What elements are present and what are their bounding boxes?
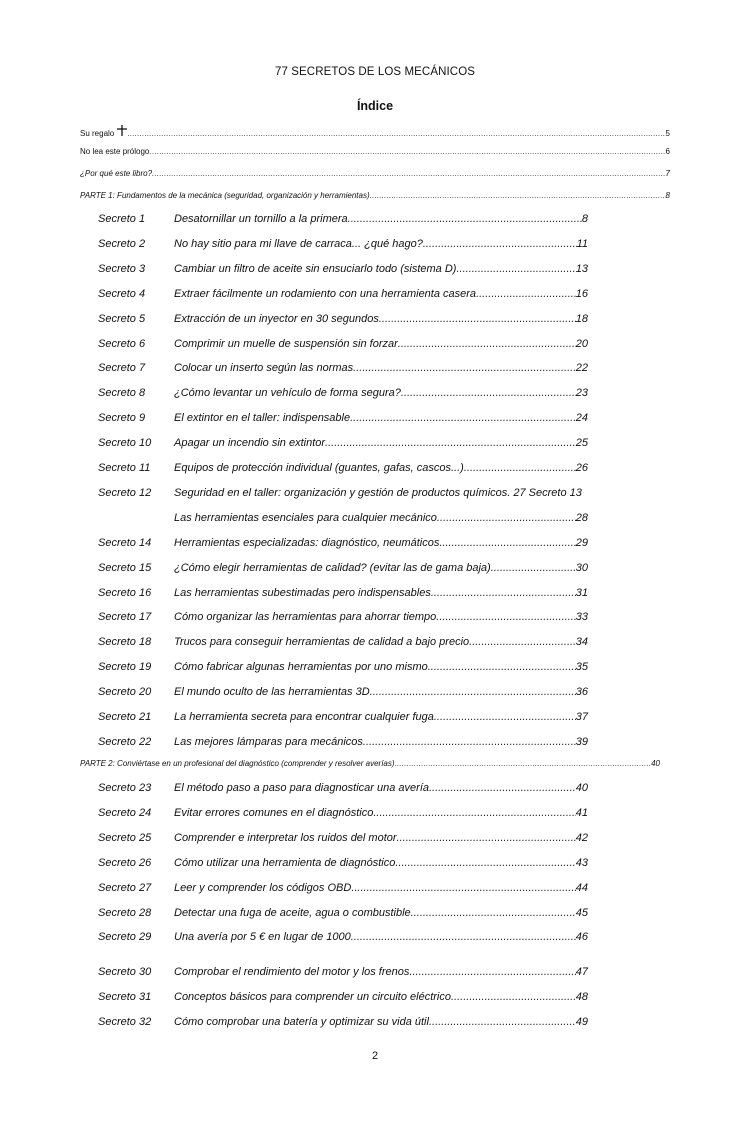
dot-leader — [429, 1016, 576, 1028]
toc-secret-row[interactable] — [98, 931, 588, 943]
toc-secret-row[interactable] — [98, 661, 588, 673]
secret-title: Evitar errores comunes en el diagnóstico — [174, 807, 374, 819]
secret-number: Secreto 32 — [98, 1016, 152, 1028]
secret-title: Cómo utilizar una herramienta de diagnóstico — [174, 857, 396, 869]
secret-page: 16 — [575, 287, 588, 300]
dot-leader — [464, 462, 576, 474]
secret-title: Extraer fácilmente un rodamiento con una herramienta casera — [174, 287, 477, 300]
toc-secret-row[interactable] — [98, 966, 588, 978]
secret-title: Desatornillar un tornillo a la primera — [174, 213, 348, 225]
secret-page: 41 — [575, 807, 588, 819]
toc-secret-row[interactable] — [98, 991, 588, 1003]
dot-leader — [149, 147, 665, 156]
dot-leader — [348, 213, 582, 225]
secret-number: Secreto 14 — [98, 536, 152, 549]
secret-number: Secreto 17 — [98, 611, 152, 624]
toc-secret-row[interactable] — [98, 907, 588, 919]
secret-title: Trucos para conseguir herramientas de calidad a bajo precio — [174, 636, 470, 649]
secret-title: Comprimir un muelle de suspensión sin forzar — [174, 337, 398, 350]
secret-title: Comprender e interpretar los ruidos del motor — [174, 832, 397, 844]
secret-page: 35 — [575, 661, 588, 674]
dot-leader — [437, 512, 576, 524]
secret-page: 48 — [575, 991, 588, 1003]
secret-number: Secreto 22 — [98, 735, 152, 748]
dot-leader — [395, 759, 652, 768]
secret-number: Secreto 20 — [98, 686, 152, 699]
toc-secret-row[interactable] — [98, 1016, 588, 1028]
secret-title: Comprobar el rendimiento del motor y los frenos. — [174, 966, 413, 978]
secret-page: 8 — [581, 213, 588, 225]
dot-leader — [476, 288, 576, 300]
toc-secret-row[interactable] — [98, 807, 588, 819]
toc-secret-row[interactable] — [98, 263, 588, 275]
secret-number: Secreto 21 — [98, 711, 152, 723]
dot-leader — [395, 857, 575, 869]
toc-secret-row[interactable] — [98, 412, 588, 424]
secret-page: 13 — [575, 262, 588, 275]
secret-page: 29 — [575, 536, 588, 549]
secret-page: 42 — [575, 832, 588, 844]
toc-entry-parte-2[interactable] — [80, 759, 660, 768]
secret-title: Cómo fabricar algunas herramientas por uno mismo — [174, 661, 428, 674]
toc-secret-row[interactable] — [98, 782, 588, 794]
dot-leader — [351, 931, 576, 943]
secret-title: Seguridad en el taller: organización y gestión de productos químicos. 27 Secreto 13 — [174, 486, 582, 499]
dot-leader — [325, 437, 576, 449]
toc-secret-row[interactable] — [98, 288, 588, 300]
secret-page: 47 — [575, 966, 588, 978]
secret-number: Secreto 4 — [98, 287, 146, 300]
secret-page: 40 — [575, 782, 588, 794]
secret-number: Secreto 24 — [98, 807, 152, 819]
dot-leader — [412, 966, 575, 978]
secret-number: Secreto 8 — [98, 387, 146, 400]
secret-page: 44 — [575, 882, 588, 894]
secret-page: 11 — [576, 237, 588, 250]
secret-page: 31 — [575, 586, 588, 599]
secret-number: Secreto 29 — [98, 931, 152, 943]
secret-number: Secreto 9 — [98, 412, 146, 425]
toc-entry-page: 8 — [665, 191, 670, 200]
toc-entry-page: 40 — [651, 759, 660, 768]
secret-page: 23 — [575, 387, 588, 400]
secret-number: Secreto 31 — [98, 991, 152, 1003]
secret-number: Secreto 28 — [98, 907, 152, 919]
secret-title: El mundo oculto de las herramientas 3D — [174, 686, 370, 699]
toc-secret-row[interactable] — [98, 562, 588, 574]
dot-leader — [127, 129, 665, 138]
dot-leader — [401, 387, 576, 399]
toc-secret-row[interactable] — [98, 882, 588, 894]
secret-number: Secreto 10 — [98, 437, 152, 450]
toc-entry-prologo[interactable] — [80, 147, 670, 156]
toc-secret-row[interactable] — [98, 437, 588, 449]
dot-leader — [456, 263, 575, 275]
dot-leader — [434, 711, 576, 723]
toc-secret-row[interactable] — [98, 512, 588, 524]
dot-leader — [363, 736, 576, 748]
secret-title: Cómo comprobar una batería y optimizar su vida útil — [174, 1016, 429, 1028]
secret-title: Colocar un inserto según las normas — [174, 362, 354, 375]
secret-number: Secreto 7 — [98, 362, 146, 375]
secret-title: La herramienta secreta para encontrar cualquier fuga — [174, 711, 434, 723]
toc-entry-label: Su regalo — [80, 129, 115, 138]
secret-title: Una avería por 5 € en lugar de 1000 — [174, 931, 351, 943]
secret-page: 22 — [575, 362, 588, 375]
toc-entry-label: PARTE 1: Fundamentos de la mecánica (seguridad, organización y herramientas) — [80, 191, 370, 200]
secret-number: Secreto 30 — [98, 966, 152, 978]
document-title: 77 SECRETOS DE LOS MECÁNICOS — [274, 66, 476, 78]
toc-secret-row[interactable] — [98, 338, 588, 350]
toc-secret-row[interactable] — [98, 487, 588, 499]
secret-title: Herramientas especializadas: diagnóstico, neumáticos — [174, 536, 440, 549]
toc-entry-label: No lea este prólogo — [80, 147, 150, 156]
secret-number: Secreto 3 — [98, 262, 146, 275]
secret-number: Secreto 25 — [98, 832, 152, 844]
secret-title: Leer y comprender los códigos OBD — [174, 882, 352, 894]
dot-leader — [379, 313, 576, 325]
toc-entry-label: ¿Por qué este libro? — [80, 169, 153, 178]
toc-secret-row[interactable] — [98, 387, 588, 399]
toc-entry-page: 6 — [665, 147, 670, 156]
secret-number: Secreto 18 — [98, 636, 152, 649]
dot-leader — [353, 362, 576, 374]
secret-page: 43 — [575, 857, 588, 869]
secret-page: 20 — [575, 337, 588, 350]
toc-entry-parte-1[interactable] — [80, 191, 670, 200]
dot-leader — [436, 611, 575, 623]
secret-number: Secreto 26 — [98, 857, 152, 869]
dot-leader — [429, 782, 576, 794]
secret-title: El extintor en el taller: indispensable — [174, 412, 351, 425]
toc-secret-row[interactable] — [98, 636, 588, 648]
secret-title: Las herramientas subestimadas pero indispensables — [174, 586, 431, 599]
secret-title: El método paso a paso para diagnosticar una avería — [174, 782, 429, 794]
toc-secret-row[interactable] — [98, 587, 588, 599]
secret-number: Secreto 23 — [98, 782, 152, 794]
dot-leader — [370, 191, 666, 200]
secret-page: 34 — [575, 636, 588, 649]
toc-secret-row[interactable] — [98, 362, 588, 374]
secret-title: Apagar un incendio sin extintor — [174, 437, 326, 450]
secret-title: Conceptos básicos para comprender un circuito eléctrico — [174, 991, 451, 1003]
secret-page: 49 — [575, 1016, 588, 1028]
toc-entry-page: 7 — [665, 169, 670, 178]
dot-leader — [350, 412, 576, 424]
toc-secret-row[interactable] — [98, 857, 588, 869]
dot-leader — [152, 169, 666, 178]
dot-leader — [439, 537, 575, 549]
secret-title: Cambiar un filtro de aceite sin ensuciarlo todo (sistema D) — [174, 262, 457, 275]
secret-title: ¿Cómo elegir herramientas de calidad? (evitar las de gama baja) — [174, 561, 491, 574]
dot-leader — [351, 882, 575, 894]
secret-number: Secreto 11 — [98, 462, 151, 474]
toc-secret-row[interactable] — [98, 686, 588, 698]
secret-page: 30 — [575, 561, 588, 574]
secret-number: Secreto 5 — [98, 312, 146, 325]
secret-title: Cómo organizar las herramientas para ahorrar tiempo — [174, 611, 437, 624]
dot-leader — [428, 661, 576, 673]
secret-page: 37 — [575, 711, 588, 723]
dot-leader — [397, 832, 576, 844]
page-number: 2 — [371, 1050, 379, 1062]
secret-number: Secreto 12 — [98, 486, 152, 499]
secret-page: 36 — [575, 686, 588, 699]
secret-number: Secreto 6 — [98, 337, 146, 350]
secret-number: Secreto 19 — [98, 661, 152, 674]
secret-title: Extracción de un inyector en 30 segundos — [174, 312, 379, 325]
index-heading: Índice — [356, 99, 394, 113]
secret-number: Secreto 27 — [98, 882, 152, 894]
toc-secret-row[interactable] — [98, 537, 588, 549]
secret-number: Secreto 16 — [98, 586, 152, 599]
dot-leader — [451, 991, 576, 1003]
toc-entry-su-regalo[interactable] — [80, 125, 670, 138]
secret-page: 28 — [575, 511, 588, 524]
toc-secret-row[interactable] — [98, 832, 588, 844]
secret-page: 25 — [575, 437, 588, 450]
toc-secret-row[interactable] — [98, 711, 588, 723]
secret-page: 46 — [575, 931, 588, 943]
toc-entry-label: PARTE 2: Conviértase en un profesional del diagnóstico (comprender y resolver averías) — [80, 759, 395, 768]
secret-number: Secreto 1 — [98, 213, 146, 225]
toc-secret-row[interactable] — [98, 313, 588, 325]
toc-secret-row[interactable] — [98, 462, 588, 474]
secret-page: 26 — [575, 462, 588, 474]
dot-leader — [411, 907, 576, 919]
toc-entry-page: 5 — [665, 129, 670, 138]
dot-leader — [469, 636, 576, 648]
secret-title: Detectar una fuga de aceite, agua o combustible — [174, 907, 411, 919]
secret-number: Secreto 15 — [98, 561, 152, 574]
toc-secret-row[interactable] — [98, 238, 588, 250]
dot-leader — [370, 686, 576, 698]
secret-title: No hay sitio para mi llave de carraca... ¿qué hago? — [174, 237, 423, 250]
toc-secret-row[interactable] — [98, 611, 588, 623]
secret-number: Secreto 2 — [98, 237, 146, 250]
toc-entry-por-que[interactable] — [80, 169, 670, 178]
secret-page: 24 — [575, 412, 588, 425]
dot-leader — [398, 338, 576, 350]
dot-leader — [491, 562, 576, 574]
secret-page: 18 — [575, 312, 588, 325]
toc-secret-row[interactable] — [98, 213, 588, 225]
secret-title: ¿Cómo levantar un vehículo de forma segura? — [174, 387, 401, 400]
secret-title: Equipos de protección individual (guantes, gafas, cascos...) — [174, 462, 464, 474]
secret-page: 39 — [575, 735, 588, 748]
secret-title: Las mejores lámparas para mecánicos — [174, 735, 363, 748]
secret-title: Las herramientas esenciales para cualquier mecánico — [174, 511, 437, 524]
dot-leader — [373, 807, 575, 819]
secret-page: 45 — [575, 907, 588, 919]
toc-secret-row[interactable] — [98, 736, 588, 748]
dot-leader — [431, 587, 576, 599]
dot-leader — [423, 238, 577, 250]
gift-cross-icon — [117, 125, 127, 136]
secret-page: 33 — [575, 611, 588, 624]
